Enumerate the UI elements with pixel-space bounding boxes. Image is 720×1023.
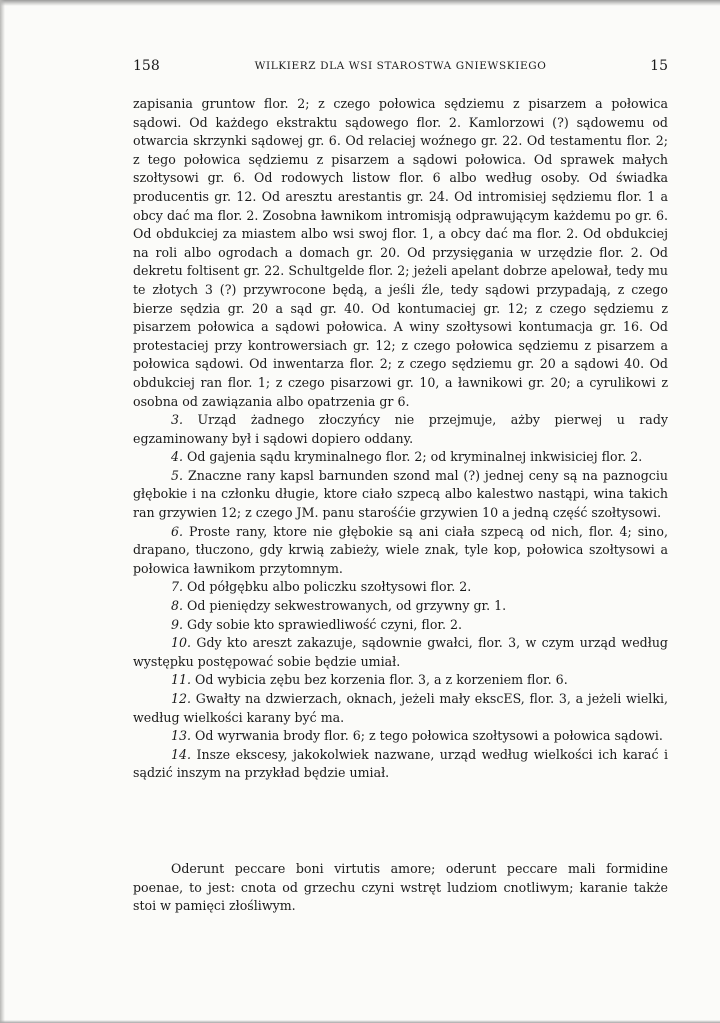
paragraph-text: Proste rany, ktore nie głębokie są ani ciała szpecą od nich, flor. 4; sino, drapano, tłuczono, gdy krwią zabieży, wiele znak, tyle kop, połowica szołtysowi a połowica ławnikom przytomnym. <box>133 523 668 576</box>
paragraph <box>133 411 668 448</box>
paragraph <box>133 616 668 635</box>
paragraph-number: 4. <box>171 449 184 465</box>
body-text <box>133 95 668 783</box>
section-number: 15 <box>650 58 668 74</box>
paragraph-text: Od pieniędzy sekwestrowanych, od grzywny gr. 1. <box>187 598 507 614</box>
paragraph-text: Urząd żadnego złoczyńcy nie przejmuje, ażby pierwej u rady egzaminowany był i sądowi dopiero oddany. <box>133 412 668 446</box>
paragraph <box>133 448 668 467</box>
paragraph-number: 5. <box>171 467 184 483</box>
paragraph-number: 14. <box>171 746 192 762</box>
paragraph-number: 13. <box>171 728 192 744</box>
paragraph-text: Insze ekscesy, jakokolwiek nazwane, urząd według wielkości ich karać i sądzić inszym na przykład będzie umiał. <box>133 746 668 781</box>
paragraph <box>133 727 668 746</box>
paragraph-number: 10. <box>171 635 192 651</box>
running-title: WILKIERZ DLA WSI STAROSTWA GNIEWSKIEGO <box>254 60 547 72</box>
paragraph-text: zapisania gruntow flor. 2; z czego połowica sędziemu z pisarzem a połowica sądowi. Od każdego ekstraktu sądowego flor. 2. Kamlorzowi (?) sądowemu od otwarcia skrzynki sądowej gr. 6. Od relaciej woźnego gr. 22. Od testamentu flor. 2; z tego połowica sędziemu z pisarzem a sądowi połowica. Od sprawek małych szołtysowi gr. 6. Od rodowych listow flor. 6 albo według osoby. Od świadka producentis gr. 12. Od aresztu arestantis gr. 24. Od intromisiej sędziemu flor. 1 a obcy dać ma flor. 2. Zosobna ławnikom intromisją odprawującym każdemu po gr. 6. Od obdukciej za miastem albo wsi swoj flor. 1, a obcy dać ma flor. 2. Od obdukciej na roli albo ogrodach a domach gr. 20. Od przysięgania w urzędzie flor. 2. Od dekretu foltisent gr. 22. Schultgelde flor. 2; jeżeli apelant dobrze apelował, tedy mu te złotych 3 (?) przywrocone będą, a jeśli źle, tedy sądowi przypadają, z czego bierze sędzia gr. 20 a sąd gr. 40. Od kontumaciej gr. 12; z czego sędziemu z pisarzem połowica a sądowi połowica. A winy szołtysowi kontumacja gr. 16. Od protestaciej przy kontrowersiach gr. 12; z czego połowica sędziemu z pisarzem a połowica sądowi. Od inwentarza flor. 2; z czego sędziemu gr. 20 a sądowi 40. Od obdukciej ran flor. 1; z czego pisarzowi gr. 10, a ławnikowi gr. 20; a cyrulikowi z osobna od zawiązania albo opatrzenia gr 6. <box>133 96 668 409</box>
closing-maxim <box>133 860 668 916</box>
paragraph-number: 3. <box>171 412 184 428</box>
scan-edge-top <box>0 0 720 6</box>
paragraph-text: Od gajenia sądu kryminalnego flor. 2; od kryminalnej inkwisiciej flor. 2. <box>187 449 643 465</box>
paragraph-text: Od wyrwania brody flor. 6; z tego połowica szołtysowi a połowica sądowi. <box>195 728 663 744</box>
paragraph-number: 6. <box>171 523 184 539</box>
paragraph <box>133 578 668 597</box>
paragraph <box>133 671 668 690</box>
paragraph-number: 11. <box>171 672 192 688</box>
paragraph <box>133 690 668 727</box>
running-head <box>133 58 668 78</box>
paragraph <box>133 95 668 411</box>
paragraph <box>133 634 668 671</box>
paragraph-text: Od wybicia zębu bez korzenia flor. 3, a z korzeniem flor. 6. <box>195 672 568 688</box>
scan-edge-left <box>0 0 5 1023</box>
paragraph-text: Gwałty na dzwierzach, oknach, jeżeli mały ekscES, flor. 3, a jeżeli wielki, według wielkości karany być ma. <box>133 691 668 725</box>
paragraph-number: 7. <box>171 579 184 595</box>
paragraph-text: Gdy kto areszt zakazuje, sądownie gwałci, flor. 3, w czym urząd według występku postępować sobie będzie umiał. <box>133 635 668 669</box>
paragraph <box>133 597 668 616</box>
paragraph <box>133 523 668 579</box>
paragraph-number: 8. <box>171 598 184 614</box>
paragraph-number: 12. <box>171 691 192 706</box>
paragraph-text: Gdy sobie kto sprawiedliwość czyni, flor. 2. <box>187 616 463 632</box>
closing-text: Oderunt peccare boni virtutis amore; oderunt peccare mali formidine poenae, to jest: cnota od grzechu czyni wstręt ludziom cnotliwym; karanie także stoi w pamięci złośliwym. <box>133 861 668 914</box>
paragraph-text: Od półgębku albo policzku szołtysowi flor. 2. <box>187 579 472 595</box>
paragraph <box>133 746 668 783</box>
paragraph-number: 9. <box>171 616 184 632</box>
page-number: 158 <box>133 58 160 74</box>
paragraph-text: Znaczne rany kapsl barnunden szond mal (?) jednej ceny są na paznogciu głębokie i na członku długie, ktore ciało szpecą albo kalestwo nastąpi, wina takich ran grzywien 12; z czego JM. panu starośćie grzywien 10 a jedną część szołtysowi. <box>133 467 668 521</box>
paragraph <box>133 467 668 523</box>
